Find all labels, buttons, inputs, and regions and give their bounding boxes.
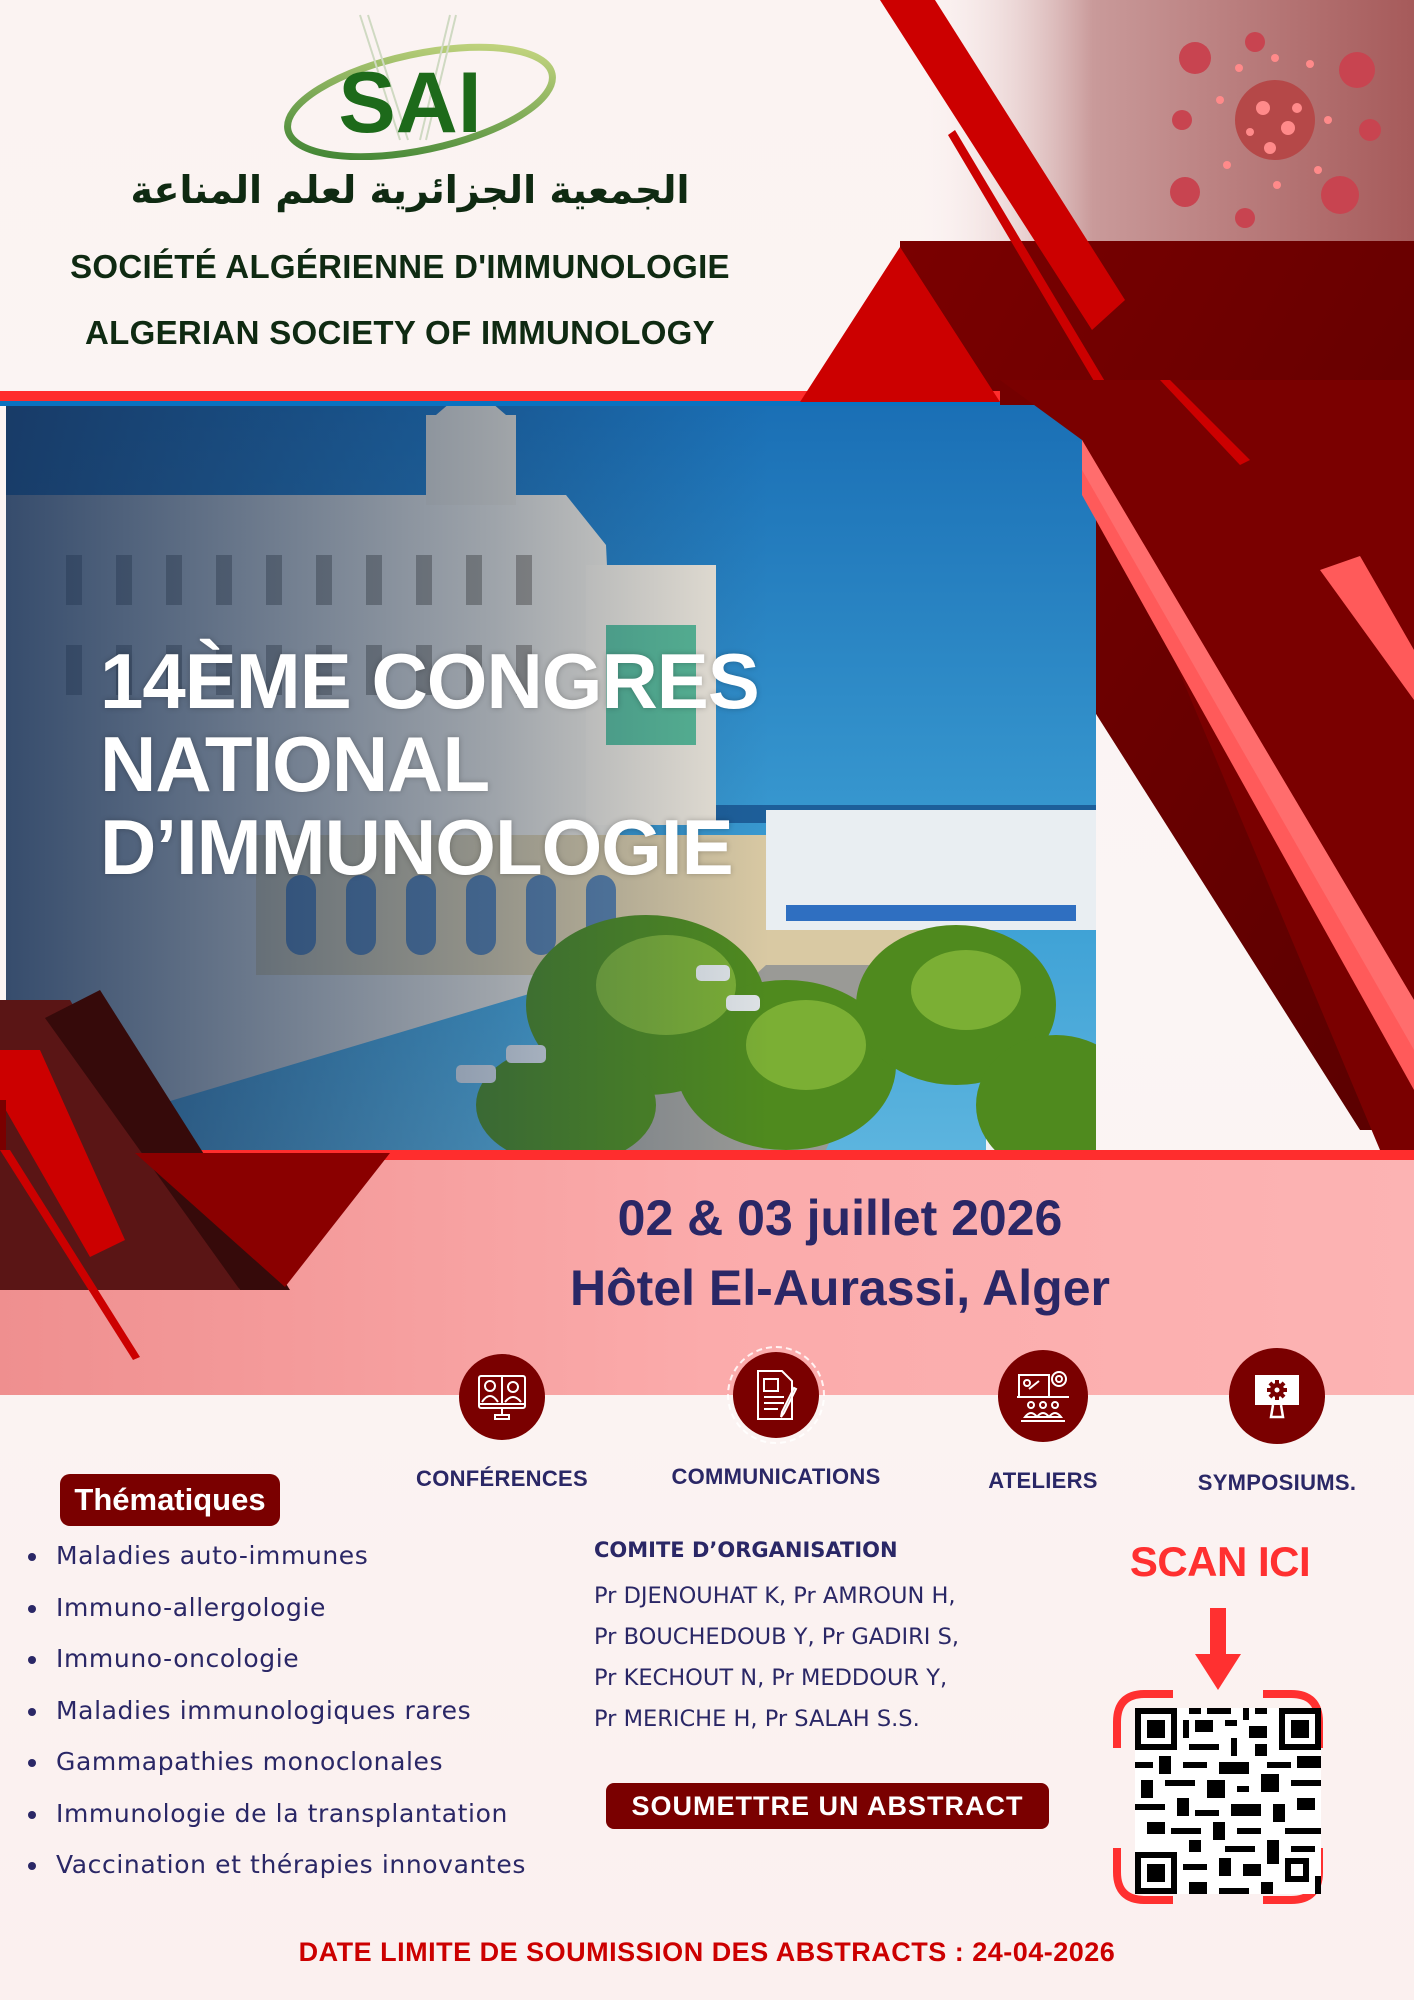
list-item: Immuno-oncologie <box>28 1633 526 1685</box>
society-name-french: SOCIÉTÉ ALGÉRIENNE D'IMMUNOLOGIE <box>70 248 730 285</box>
congress-title-line-1: 14ÈME CONGRES <box>100 637 759 725</box>
congress-title-line-3: D’IMMUNOLOGIE <box>100 803 733 891</box>
comite-line: Pr DJENOUHAT K, Pr AMROUN H, <box>594 1583 956 1609</box>
comite-heading: COMITE D’ORGANISATION <box>594 1538 898 1562</box>
society-name-english: ALGERIAN SOCIETY OF IMMUNOLOGY <box>85 314 715 351</box>
congress-title <box>100 637 759 891</box>
list-item: Gammapathies monoclonales <box>28 1736 526 1788</box>
list-item: Maladies immunologiques rares <box>28 1685 526 1737</box>
abstract-deadline: DATE LIMITE DE SOUMISSION DES ABSTRACTS : 24-04-2026 <box>298 1937 1116 1967</box>
scan-label: SCAN ICI <box>1129 1538 1311 1585</box>
list-item: Immunologie de la transplantation <box>28 1788 526 1840</box>
comite-line: Pr BOUCHEDOUB Y, Pr GADIRI S, <box>594 1624 959 1650</box>
monitor-gear-icon <box>1229 1348 1325 1444</box>
submit-abstract-button[interactable]: SOUMETTRE UN ABSTRACT <box>606 1783 1049 1829</box>
comite-line: Pr MERICHE H, Pr SALAH S.S. <box>594 1706 920 1732</box>
list-item: Immuno-allergologie <box>28 1582 526 1634</box>
list-item: Maladies auto-immunes <box>28 1530 526 1582</box>
svg-text:SAI: SAI <box>338 55 482 151</box>
feature-label: SYMPOSIUMS. <box>1197 1470 1357 1495</box>
list-item: Vaccination et thérapies innovantes <box>28 1839 526 1891</box>
feature-symposiums <box>1167 1348 1387 1496</box>
event-venue: Hôtel El-Aurassi, Alger <box>570 1260 1110 1316</box>
feature-conferences <box>392 1354 612 1492</box>
arrow-down-icon <box>1195 1608 1241 1690</box>
qr-code[interactable] <box>1105 1608 1330 1906</box>
feature-label: COMMUNICATIONS <box>671 1464 881 1489</box>
feature-label: ATELIERS <box>988 1468 1098 1493</box>
congress-title-line-2: NATIONAL <box>100 720 490 808</box>
comite-line: Pr KECHOUT N, Pr MEDDOUR Y, <box>594 1665 948 1691</box>
thematiques-heading: Thématiques <box>60 1474 280 1526</box>
sai-logo <box>250 10 570 160</box>
event-dates: 02 & 03 juillet 2026 <box>617 1190 1063 1246</box>
virus-illustration <box>1160 20 1410 235</box>
video-conference-icon <box>459 1354 545 1440</box>
feature-label: CONFÉRENCES <box>416 1466 588 1491</box>
thematiques-list <box>28 1530 526 1891</box>
feature-communications <box>666 1352 886 1490</box>
feature-ateliers <box>933 1350 1153 1494</box>
comite-members <box>594 1576 959 1740</box>
society-name-arabic: الجمعية الجزائرية لعلم المناعة <box>130 168 690 212</box>
event-info <box>560 1183 1120 1323</box>
workshop-presentation-icon <box>998 1350 1088 1442</box>
document-pen-icon <box>733 1352 819 1438</box>
